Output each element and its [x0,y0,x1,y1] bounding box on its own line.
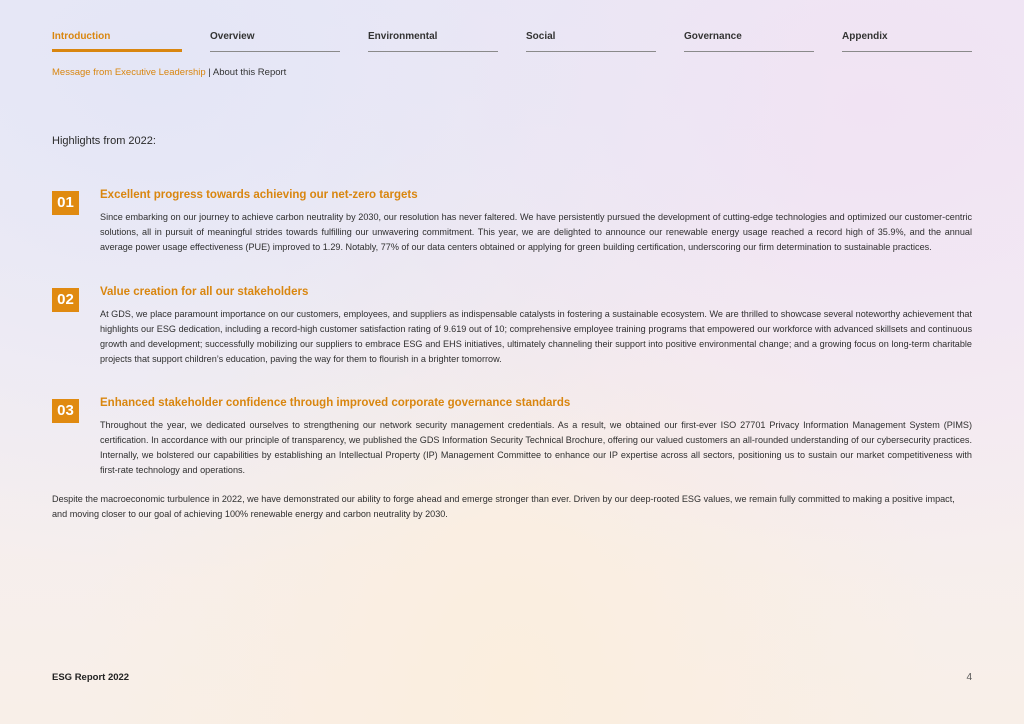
highlight-body: Throughout the year, we dedicated ourselves to strengthening our network security management credentials. As a result, we obtained our first-ever ISO 27701 Privacy Information Management System (PIMS) certification. In accordance with our principle of transparency, we published the GDS Information Security Technical Brochure, offering our valued customers an all-rounded understanding of our cybersecurity practices. Internally, we bolstered our capabilities by establishing an Intellectual Property (IP) Management Committee to enhance our IP expertise across all sectors, positioning us to sustain our market competitiveness with first-rate technology and operations. [100,420,972,475]
tab-environmental[interactable]: Environmental [368,31,498,52]
closing-paragraph: Despite the macroeconomic turbulence in 2022, we have demonstrated our ability to forge ahead and emerge stronger than ever. Driven by our deep-rooted ESG values, we remain fully committed to making a positive impact, and moving closer to our goal of achieving 100% renewable energy and carbon neutrality by 2030. [52,494,955,519]
highlight-title: Enhanced stakeholder confidence through improved corporate governance standards [100,397,571,409]
tab-overview[interactable]: Overview [210,31,340,52]
breadcrumb-separator: | [205,67,213,78]
footer-report-title: ESG Report 2022 [52,672,130,683]
breadcrumb [52,67,286,78]
highlight-number-badge: 01 [52,191,79,215]
highlights-intro: Highlights from 2022: [52,135,156,147]
highlight-title: Value creation for all our stakeholders [100,286,309,298]
highlight-body: At GDS, we place paramount importance on our customers, employees, and suppliers as indispensable catalysts in fostering a sustainable ecosystem. We are thrilled to showcase several noteworthy achievement that highlights our ESG dedication, including a record-high customer satisfaction rating of 9.619 out of 10; comprehensive employee training programs that empowered our workforce with advanced skillsets and continuous growth and development; successfully mobilizing our suppliers to embrace ESG and EHS initiatives, ultimately channeling their support into positive environmental change; and a growing focus on long-term charitable projects that support children’s education, paving the way for them to flourish in a brighter tomorrow. [100,309,972,364]
tab-introduction[interactable]: Introduction [52,31,182,52]
highlight-number-badge: 02 [52,288,79,312]
tab-appendix[interactable]: Appendix [842,31,972,52]
breadcrumb-current[interactable]: Message from Executive Leadership [52,67,206,78]
breadcrumb-next[interactable]: About this Report [212,67,287,78]
page-number: 4 [966,672,972,683]
highlight-title: Excellent progress towards achieving our net-zero targets [100,189,418,201]
tab-social[interactable]: Social [526,31,656,52]
highlight-body: Since embarking on our journey to achieve carbon neutrality by 2030, our resolution has never faltered. We have persistently pursued the development of cutting-edge technologies and optimized our customer-centric solutions, all in pursuit of meaningful strides towards fulfilling our unwavering commitment. This year, we are delighted to announce our renewable energy usage reached a record high of 35.9%, and the annual average power usage effectiveness (PUE) improved to 1.29. Notably, 77% of our data centers obtained or applying for green building certification, underscoring our firm determination to sustainable practices. [100,212,972,252]
highlight-number-badge: 03 [52,399,79,423]
top-nav [52,31,972,53]
tab-governance[interactable]: Governance [684,31,814,52]
